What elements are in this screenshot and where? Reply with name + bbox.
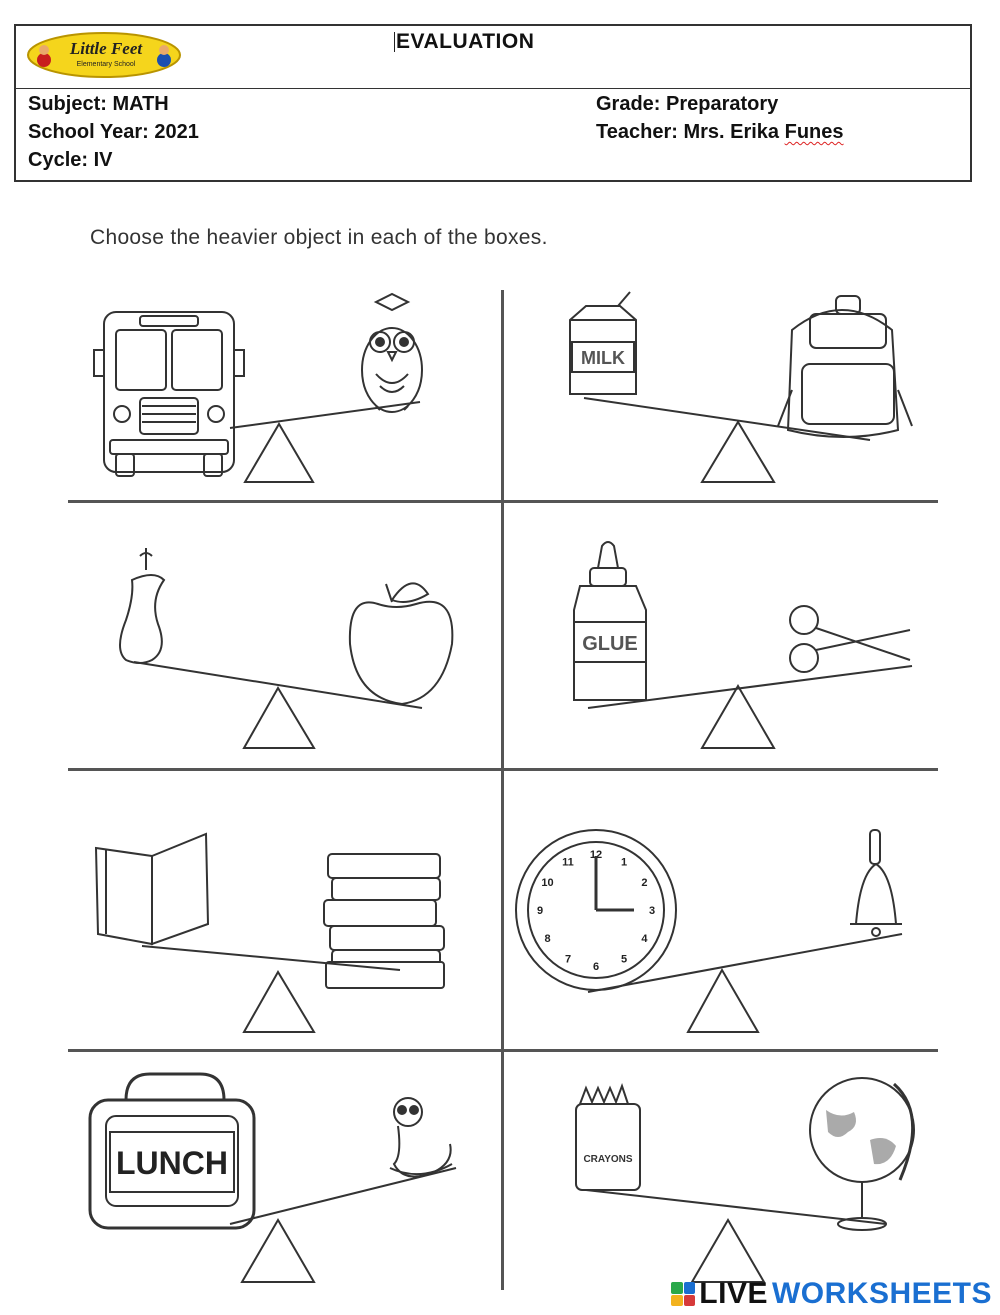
school-year-label: School Year: 2021	[28, 121, 199, 143]
box-clock-bell	[510, 820, 940, 1035]
seesaw-beam	[586, 1190, 886, 1224]
seesaw-fulcrum	[244, 972, 314, 1032]
crayon-box-picture[interactable]	[576, 1086, 640, 1190]
liveworksheets-brand	[671, 1277, 992, 1311]
open-book-picture[interactable]	[96, 834, 208, 944]
backpack-picture[interactable]	[778, 296, 912, 437]
school-bus-picture[interactable]	[94, 312, 244, 476]
clock-number: 11	[562, 856, 574, 869]
page-title: EVALUATION	[396, 30, 535, 53]
box-lunch-worm	[80, 1070, 500, 1285]
brand-worksheets: WORKSHEETS	[771, 1277, 992, 1310]
header-box	[14, 24, 972, 182]
seesaw-fulcrum	[244, 688, 314, 748]
grid-horizontal-line-1	[68, 500, 938, 503]
teacher-label	[596, 118, 844, 146]
seesaw-beam	[230, 1168, 456, 1224]
clock-number: 12	[589, 849, 603, 861]
lunch-label: LUNCH	[116, 1145, 228, 1181]
milk-carton-picture[interactable]	[570, 292, 636, 394]
teacher-surname: Funes	[784, 121, 844, 143]
clock-number: 2	[641, 877, 648, 889]
box-book-stack	[80, 820, 500, 1035]
clock-number: 7	[564, 953, 572, 966]
seesaw-fulcrum	[702, 686, 774, 748]
glue-bottle-picture[interactable]	[574, 542, 646, 700]
grid-horizontal-line-2	[68, 768, 938, 771]
clock-number: 3	[648, 905, 656, 917]
teacher-prefix: Teacher: Mrs. Erika	[596, 121, 785, 143]
clock-number: 8	[544, 933, 551, 945]
grid-vertical-line	[501, 290, 504, 1290]
header-top-row	[16, 26, 970, 89]
cycle-label: Cycle: IV	[28, 149, 113, 171]
info-right	[596, 90, 844, 146]
worm-picture[interactable]	[390, 1098, 452, 1177]
clock-number: 5	[620, 953, 628, 966]
clock-number: 4	[641, 933, 648, 945]
box-crayons-globe	[540, 1070, 940, 1285]
clock-number: 1	[620, 856, 628, 869]
brand-live: LIVE	[699, 1277, 768, 1310]
globe-picture[interactable]	[810, 1078, 914, 1230]
apple-picture[interactable]	[350, 583, 452, 704]
box-core-apple	[80, 540, 500, 755]
lunchbox-picture[interactable]	[90, 1074, 254, 1228]
crayons-label: CRAYONS	[583, 1154, 633, 1165]
seesaw-fulcrum	[688, 970, 758, 1032]
instruction-text: Choose the heavier object in each of the boxes.	[90, 226, 548, 249]
grade-label: Grade: Preparatory	[596, 93, 779, 115]
clock-picture[interactable]	[516, 830, 676, 990]
grid-horizontal-line-3	[68, 1049, 938, 1052]
box-glue-scissors	[540, 540, 940, 755]
scissors-picture[interactable]	[790, 606, 910, 672]
seesaw-fulcrum	[702, 422, 774, 482]
seesaw-fulcrum	[242, 1220, 314, 1282]
glue-label: GLUE	[582, 633, 638, 655]
seesaw-beam	[230, 402, 420, 428]
info-left	[28, 90, 199, 174]
box-milk-backpack	[540, 290, 940, 495]
seesaw-fulcrum	[245, 424, 313, 482]
subject-label: Subject: MATH	[28, 93, 169, 115]
liveworksheets-logo-icon	[671, 1282, 695, 1306]
clock-number: 6	[592, 961, 600, 973]
clock-number: 9	[536, 905, 544, 917]
owl-picture[interactable]	[362, 294, 422, 412]
apple-core-picture[interactable]	[120, 548, 164, 663]
bell-picture[interactable]	[850, 830, 902, 936]
seesaw-fulcrum	[692, 1220, 764, 1282]
logo-subtext: Elementary School	[76, 61, 136, 68]
school-logo	[26, 30, 182, 80]
logo-text: Little Feet	[69, 39, 143, 58]
clock-number: 10	[541, 877, 554, 889]
box-bus-owl	[80, 290, 500, 495]
milk-label: MILK	[581, 348, 625, 368]
